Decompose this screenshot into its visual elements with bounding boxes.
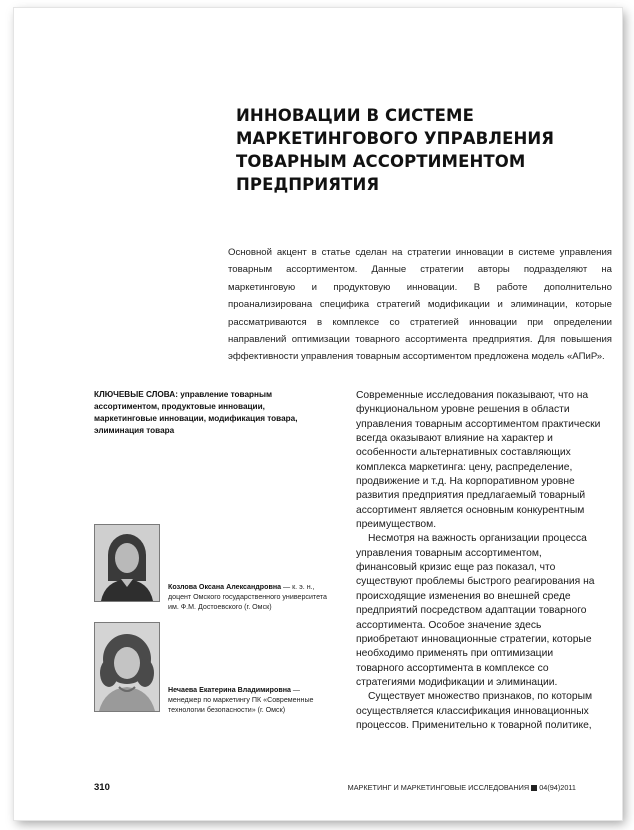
journal-footer	[348, 783, 576, 792]
page-number: 310	[94, 782, 110, 793]
journal-name: МАРКЕТИНГ И МАРКЕТИНГОВЫЕ ИССЛЕДОВАНИЯ	[347, 783, 530, 792]
body-paragraph: Несмотря на важность организации процесса управления товарным ассортиментом, финансовый кризис еще раз показал, что существуют проблемы быстрого реагирования на происходящие изменения во внешней среде предприятий посредством адаптации товарного ассортимента. Особое значение здесь приобретают инновационные стратегии, которые необходимо применять при оптимизации товарного ассортимента в комплексе со стратегиями модификации и элиминации.	[356, 533, 595, 688]
body-text	[356, 389, 603, 733]
keywords: КЛЮЧЕВЫЕ СЛОВА: управление товарным ассортиментом, продуктовые инновации, маркетинговые инновации, модификация товара, элиминация товара	[94, 390, 298, 435]
author-name: Козлова Оксана Александровна	[168, 583, 282, 591]
author-name: Нечаева Екатерина Владимировна	[168, 686, 291, 694]
journal-page	[14, 8, 622, 820]
journal-issue: 04(94)2011	[539, 783, 576, 792]
body-paragraph: Существует множество признаков, по которым осуществляется классификация инновационных процессов. Применительно к товарной политике,	[356, 691, 593, 731]
article-title: ИННОВАЦИИ В СИСТЕМЕ МАРКЕТИНГОВОГО УПРАВЛЕНИЯ ТОВАРНЫМ АССОРТИМЕНТОМ ПРЕДПРИЯТИЯ	[236, 106, 555, 194]
author-details: — менеджер по маркетингу ПК «Современные технологии безопасности» (г. Омск)	[168, 686, 314, 715]
body-paragraph: Современные исследования показывают, что на функциональном уровне решения в области управления товарным ассортиментом практически всегда оказывают влияние на характер и особенности альтернативных составляющих комплекса маркетинга: цену, распределение, продвижение и т.д. На корпоративном уровне развития предприятия предлагаемый товарный ассортимент является основным конкурентным преимуществом.	[356, 390, 601, 531]
author-photo-kozlova	[94, 524, 160, 602]
article-abstract: Основной акцент в статье сделан на стратегии инновации в системе управления товарным ассортиментом. Данные стратегии авторы подразделяют на маркетинговую и продуктовую инновации. В работе дополнительно проанализирована специфика стратегий модификации и элиминации, которые рассматриваются в комплексе со стратегией инновации при определении направлений оптимизации товарного ассортимента предприятия. Для повышения эффективности управления товарным ассортиментом предложена модель «АПиР».	[228, 247, 612, 363]
author-photo-nechaeva	[94, 622, 160, 712]
author-details: — к. э. н., доцент Омского государственного университета им. Ф.М. Достоевского (г. Омск)	[168, 583, 327, 612]
square-separator-icon	[531, 785, 537, 791]
author-nechaeva	[168, 685, 332, 716]
author-kozlova	[168, 582, 332, 613]
